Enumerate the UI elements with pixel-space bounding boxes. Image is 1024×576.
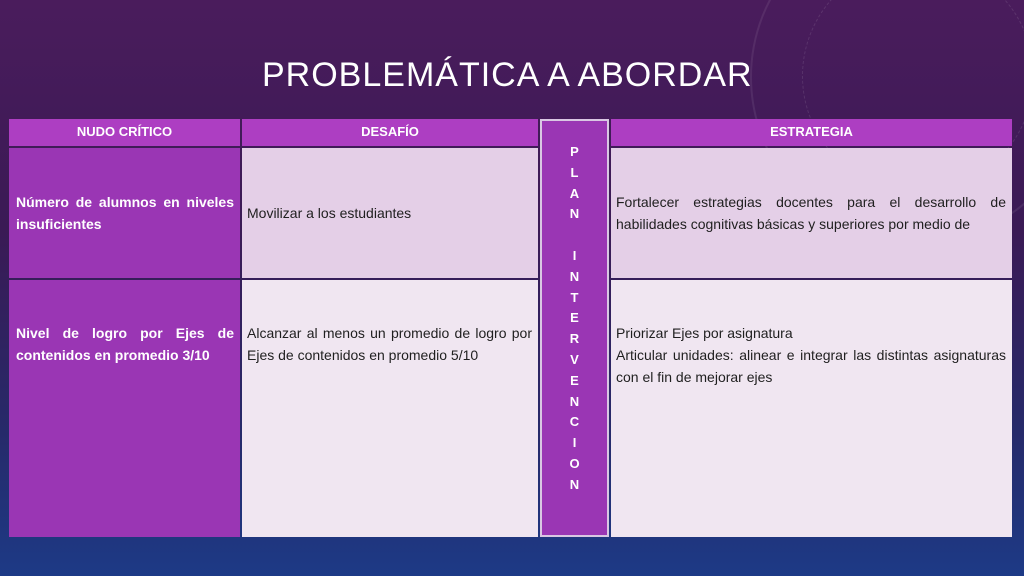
row1-desafio-text: Movilizar a los estudiantes <box>247 205 412 221</box>
row1-nudo-cell <box>9 148 240 278</box>
row2-nudo-cell <box>9 280 240 537</box>
row2-estrategia-cell <box>611 280 1012 537</box>
plan-letter: C <box>569 414 580 430</box>
plan-letter: L <box>570 164 579 180</box>
plan-letter: N <box>569 206 580 222</box>
row2-nudo-text: Nivel de logro por Ejes de contenidos en promedio 3/10 <box>16 325 234 363</box>
plan-letter: N <box>569 476 580 492</box>
row2-desafio-text: Alcanzar al menos un promedio de logro por Ejes de contenidos en promedio 5/10 <box>247 325 532 363</box>
plan-letter: T <box>570 289 579 305</box>
plan-letter: E <box>570 310 579 326</box>
plan-letter: E <box>570 372 579 388</box>
plan-letter: P <box>570 144 579 159</box>
plan-letter: I <box>572 435 577 451</box>
plan-intervencion-column <box>540 119 609 537</box>
plan-letter: A <box>569 185 580 201</box>
plan-letter: I <box>572 247 577 263</box>
header-desafio: DESAFÍO <box>242 119 538 146</box>
content-table <box>9 119 1012 537</box>
row1-nudo-text: Número de alumnos en niveles insuficientes <box>16 194 234 232</box>
plan-letter: N <box>569 268 580 284</box>
row2-estrategia-line2: Articular unidades: alinear e integrar las distintas asignaturas con el fin de mejorar ejes <box>616 347 1006 385</box>
row1-estrategia-cell <box>611 148 1012 278</box>
plan-letter: V <box>570 351 579 367</box>
row1-desafio-cell <box>242 148 538 278</box>
plan-letter: N <box>569 393 580 409</box>
plan-letter: R <box>569 331 580 347</box>
header-estrategia: ESTRATEGIA <box>611 119 1012 146</box>
row2-desafio-cell <box>242 280 538 537</box>
plan-letter: O <box>569 455 580 471</box>
slide-title: PROBLEMÁTICA A ABORDAR <box>262 56 753 94</box>
row2-estrategia-line1: Priorizar Ejes por asignatura <box>616 325 793 341</box>
row1-estrategia-text: Fortalecer estrategias docentes para el desarrollo de habilidades cognitivas básicas y superiores por medio de <box>616 194 1006 232</box>
header-nudo-critico: NUDO CRÍTICO <box>9 119 240 146</box>
